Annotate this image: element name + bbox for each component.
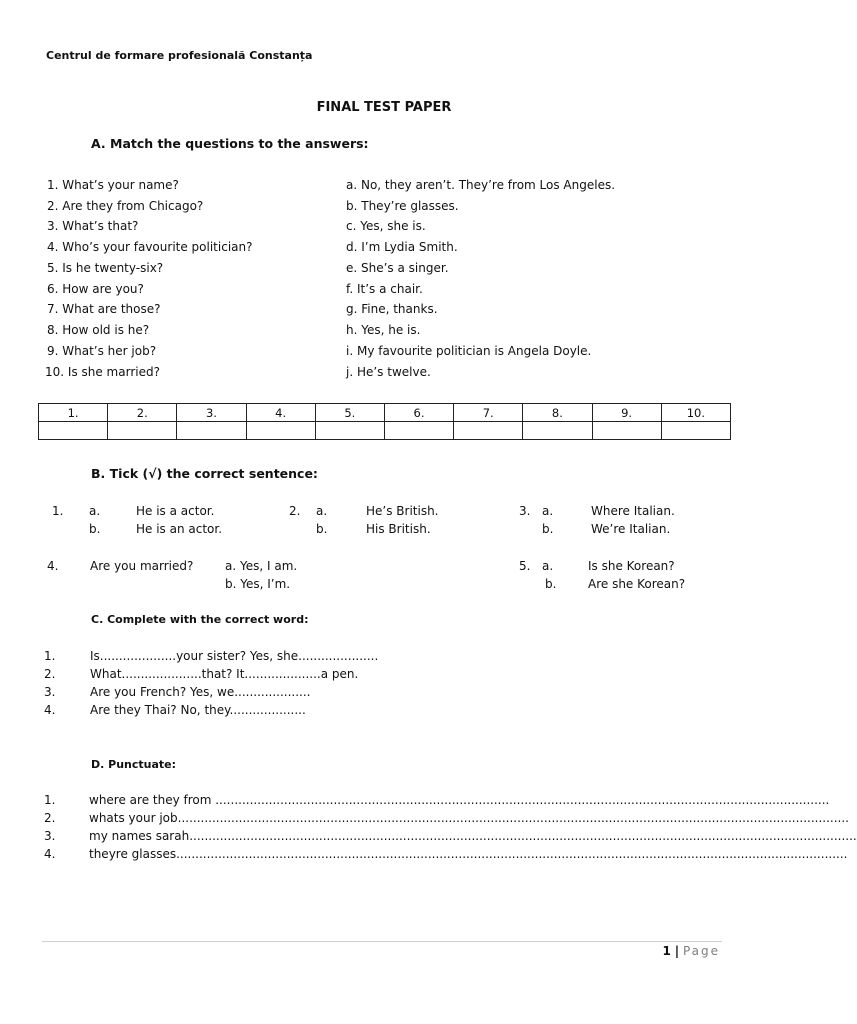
grid-answer-cell[interactable] — [661, 422, 730, 440]
option-text[interactable]: His British. — [366, 522, 431, 536]
question-item: 1. What’s your name? — [47, 178, 179, 192]
option-letter: b. — [89, 522, 101, 536]
grid-answer-cell[interactable] — [315, 422, 384, 440]
grid-answer-cell[interactable] — [39, 422, 108, 440]
grid-answer-cell[interactable] — [384, 422, 453, 440]
answer-grid-input-row — [39, 422, 731, 440]
section-a-heading: A. Match the questions to the answers: — [91, 136, 369, 151]
fill-in-sentence[interactable]: Is....................your sister? Yes, she..................... — [90, 649, 379, 663]
option-text[interactable]: We’re Italian. — [591, 522, 671, 536]
question-item: 10. Is she married? — [45, 365, 160, 379]
punctuate-line[interactable]: theyre glasses................................................................................................................................................................................ — [89, 847, 848, 861]
section-b-heading: B. Tick (√) the correct sentence: — [91, 466, 318, 481]
item-number: 2. — [289, 504, 301, 518]
option-letter: a. — [542, 559, 554, 573]
punctuate-line[interactable]: whats your job................................................................................................................................................................................ — [89, 811, 849, 825]
item-number: 1. — [44, 793, 56, 807]
answer-item: e. She’s a singer. — [346, 261, 449, 275]
institution-header: Centrul de formare profesională Constanța — [46, 49, 313, 62]
answer-item: g. Fine, thanks. — [346, 302, 438, 316]
grid-answer-cell[interactable] — [592, 422, 661, 440]
punctuate-line[interactable]: my names sarah............................................................................................................................................................................... — [89, 829, 857, 843]
grid-header-cell: 9. — [592, 404, 661, 422]
option-text[interactable]: b. Yes, I’m. — [225, 577, 291, 591]
item-number: 2. — [44, 667, 56, 681]
question-item: 8. How old is he? — [47, 323, 150, 337]
item-number: 4. — [47, 559, 59, 573]
option-text[interactable]: Where Italian. — [591, 504, 675, 518]
item-number: 1. — [52, 504, 64, 518]
page-title: FINAL TEST PAPER — [316, 100, 452, 115]
answer-item: b. They’re glasses. — [346, 199, 459, 213]
answer-item: a. No, they aren’t. They’re from Los Angeles. — [346, 178, 616, 192]
item-number: 4. — [44, 847, 56, 861]
grid-header-cell: 3. — [177, 404, 246, 422]
answer-item: h. Yes, he is. — [346, 323, 421, 337]
item-number: 3. — [519, 504, 531, 518]
option-letter: b. — [316, 522, 328, 536]
grid-answer-cell[interactable] — [177, 422, 246, 440]
answer-item: c. Yes, she is. — [346, 219, 426, 233]
punctuate-line[interactable]: where are they from ................................................................................................................................................................. — [89, 793, 830, 807]
footer-divider — [42, 941, 722, 942]
fill-in-sentence[interactable]: What.....................that? It....................a pen. — [90, 667, 359, 681]
grid-answer-cell[interactable] — [523, 422, 592, 440]
question-item: 7. What are those? — [47, 302, 161, 316]
option-text[interactable]: Are she Korean? — [588, 577, 686, 591]
option-letter: a. — [542, 504, 554, 518]
page-number: 1 — [662, 944, 671, 958]
item-number: 2. — [44, 811, 56, 825]
question-item: 3. What’s that? — [47, 219, 139, 233]
item-number: 3. — [44, 685, 56, 699]
item-number: 3. — [44, 829, 56, 843]
answer-item: d. I’m Lydia Smith. — [346, 240, 458, 254]
section-c-heading: C. Complete with the correct word: — [91, 613, 309, 626]
question-item: 9. What’s her job? — [47, 344, 157, 358]
grid-header-cell: 10. — [661, 404, 730, 422]
question-item: 5. Is he twenty-six? — [47, 261, 164, 275]
answer-grid-header-row — [39, 404, 731, 422]
item-question: Are you married? — [90, 559, 194, 573]
item-number: 4. — [44, 703, 56, 717]
option-letter: b. — [545, 577, 557, 591]
question-item: 2. Are they from Chicago? — [47, 199, 204, 213]
section-d-heading: D. Punctuate: — [91, 758, 177, 771]
grid-header-cell: 6. — [384, 404, 453, 422]
answer-item: j. He’s twelve. — [346, 365, 431, 379]
question-item: 4. Who’s your favourite politician? — [47, 240, 253, 254]
option-text[interactable]: He is a actor. — [136, 504, 215, 518]
answer-grid — [38, 403, 731, 440]
question-item: 6. How are you? — [47, 282, 144, 296]
grid-header-cell: 4. — [246, 404, 315, 422]
fill-in-sentence[interactable]: Are they Thai? No, they.................... — [90, 703, 306, 717]
option-text[interactable]: a. Yes, I am. — [225, 559, 298, 573]
grid-header-cell: 1. — [39, 404, 108, 422]
page-label: Page — [682, 944, 720, 958]
option-text[interactable]: He’s British. — [366, 504, 439, 518]
page-footer — [663, 944, 720, 958]
grid-answer-cell[interactable] — [454, 422, 523, 440]
fill-in-sentence[interactable]: Are you French? Yes, we.................... — [90, 685, 311, 699]
grid-header-cell: 8. — [523, 404, 592, 422]
grid-header-cell: 5. — [315, 404, 384, 422]
option-text[interactable]: He is an actor. — [136, 522, 223, 536]
grid-answer-cell[interactable] — [108, 422, 177, 440]
grid-header-cell: 2. — [108, 404, 177, 422]
option-letter: b. — [542, 522, 554, 536]
option-letter: a. — [316, 504, 328, 518]
option-letter: a. — [89, 504, 101, 518]
grid-header-cell: 7. — [454, 404, 523, 422]
answer-item: f. It’s a chair. — [346, 282, 423, 296]
option-text[interactable]: Is she Korean? — [588, 559, 675, 573]
item-number: 1. — [44, 649, 56, 663]
footer-separator: | — [674, 944, 680, 958]
answer-item: i. My favourite politician is Angela Doyle. — [346, 344, 592, 358]
item-number: 5. — [519, 559, 531, 573]
grid-answer-cell[interactable] — [246, 422, 315, 440]
